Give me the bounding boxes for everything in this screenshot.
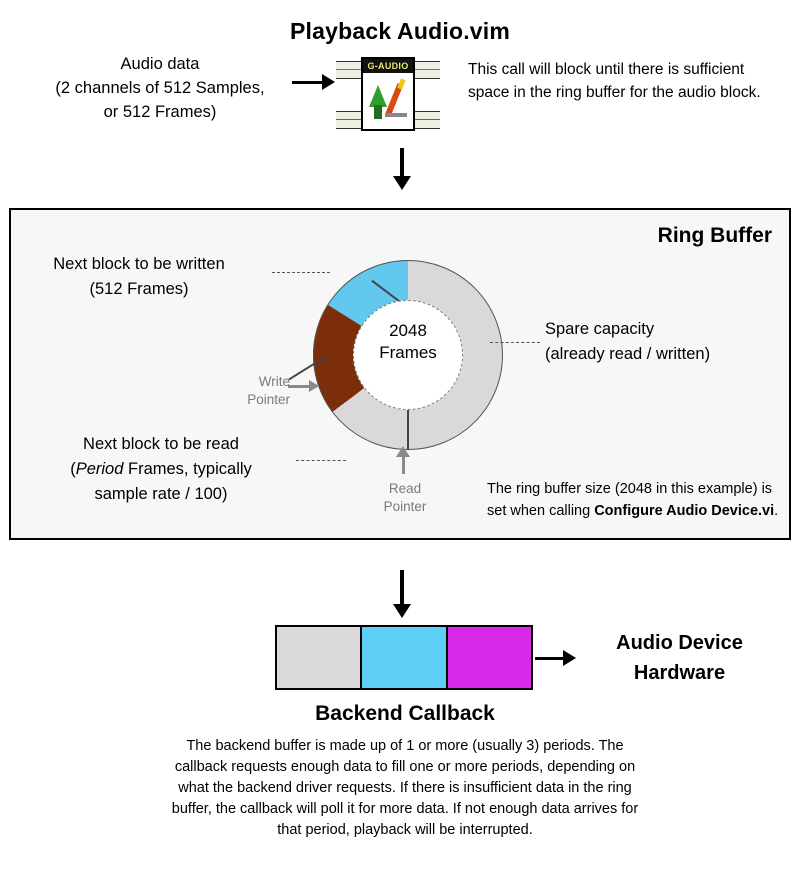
vi-icon-box [361, 57, 415, 131]
configure-audio-device-vi-ref: Configure Audio Device.vi [594, 503, 775, 519]
audio-data-label [20, 52, 300, 124]
next-written-line-2: (512 Frames) [89, 280, 189, 298]
label-next-block-read [30, 432, 292, 507]
vi-icon-header: G-AUDIO [363, 59, 413, 73]
label-write-pointer [210, 373, 290, 409]
spare-line-1: Spare capacity [545, 320, 655, 338]
ring-buffer-size-unit: Frames [379, 343, 437, 362]
label-next-block-written [8, 252, 270, 302]
spare-line-2: (already read / written) [545, 345, 711, 363]
vi-icon-glyph [363, 73, 413, 131]
ring-buffer-size-note [487, 478, 782, 522]
write-pointer-line-2: Pointer [247, 392, 290, 407]
backend-callback-title: Backend Callback [315, 702, 495, 725]
audio-device-line-1: Audio Device [616, 632, 743, 654]
ring-buffer-size-label [353, 320, 463, 364]
next-read-line-3: sample rate / 100) [94, 485, 228, 503]
write-pointer-line-1: Write [258, 374, 290, 389]
next-read-line-2 [30, 457, 292, 482]
page-title: Playback Audio.vim [289, 18, 511, 44]
audio-device-hardware-label [572, 628, 787, 688]
ring-buffer-size-value: 2048 [389, 321, 427, 340]
ring-size-note-pre: The ring buffer size (2048 in this example) is set when calling [487, 481, 773, 519]
read-pointer-line-1: Read [388, 481, 422, 496]
backend-callback-note: The backend buffer is made up of 1 or more (usually 3) periods. The callback requests enough data to fill one or more periods, depending on what the backend driver requests. If there is insufficient data in the ring buffer, the callback will poll it for more data. If not enough data arrives for that period, playback will be interrupted. [171, 738, 639, 838]
ring-size-note-post: . [774, 503, 779, 519]
next-read-period-em: Period [75, 460, 124, 478]
audio-data-line-1: Audio data [120, 55, 200, 73]
leader-next-read [296, 460, 346, 461]
label-spare-capacity [545, 317, 785, 367]
backend-segment-filled [360, 627, 445, 688]
next-written-line-1: Next block to be written [53, 255, 225, 273]
next-read-paren: ( [70, 460, 76, 478]
next-read-line-1: Next block to be read [83, 435, 239, 453]
playback-audio-vi-icon[interactable] [336, 57, 440, 131]
read-pointer-line-2: Pointer [383, 499, 427, 514]
backend-buffer [275, 625, 533, 690]
backend-segment-current [446, 627, 531, 688]
ring-buffer-title: Ring Buffer [657, 224, 772, 247]
audio-data-line-2: (2 channels of 512 Samples, [55, 79, 265, 97]
leader-next-written [272, 272, 330, 273]
label-read-pointer [355, 480, 455, 516]
next-read-line-2-post: Frames, typically [123, 460, 252, 478]
audio-device-line-2: Hardware [633, 662, 726, 684]
leader-spare [490, 342, 540, 343]
audio-data-line-3: or 512 Frames) [103, 103, 217, 121]
blocking-note: This call will block until there is sufficient space in the ring buffer for the audio block. [468, 61, 761, 101]
backend-segment-spare [277, 627, 360, 688]
